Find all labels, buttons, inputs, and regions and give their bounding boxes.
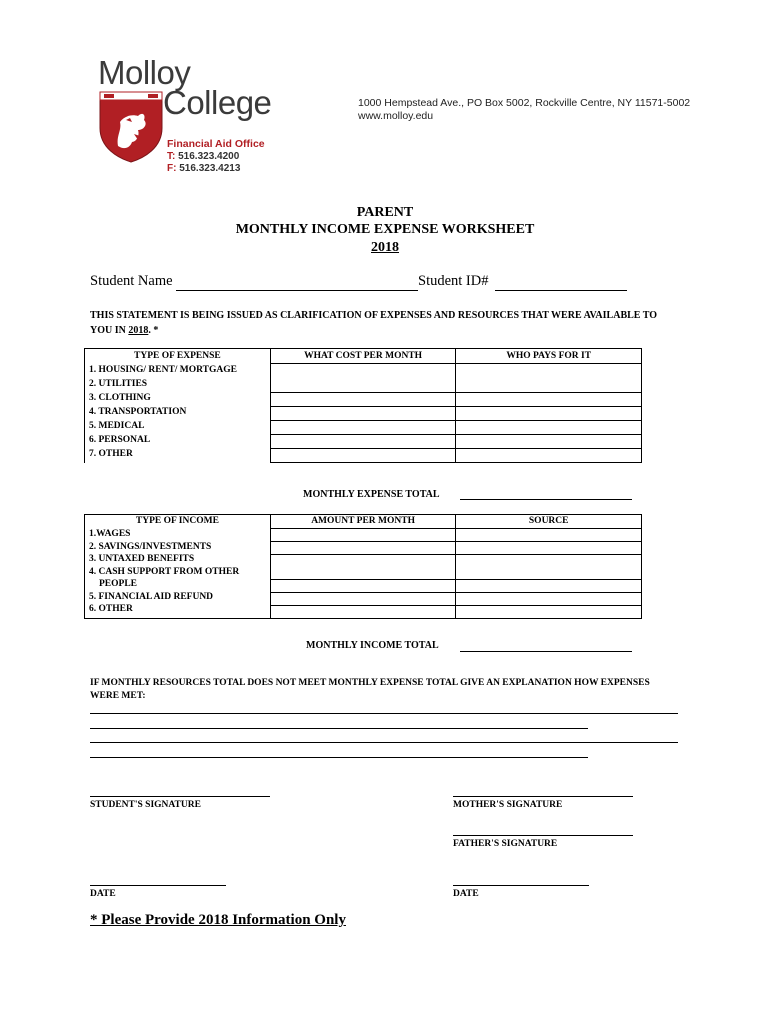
payer-cell[interactable] bbox=[456, 363, 641, 392]
expense-payer-header: WHO PAYS FOR IT bbox=[506, 351, 592, 361]
phone-number: 516.323.4200 bbox=[178, 151, 240, 162]
income-row-aid-refund: 5. FINANCIAL AID REFUND bbox=[89, 591, 214, 602]
income-row-other: 6. OTHER bbox=[89, 604, 133, 614]
mother-signature-line[interactable] bbox=[453, 796, 633, 797]
student-signature-line[interactable] bbox=[90, 796, 270, 797]
source-cell[interactable] bbox=[456, 554, 641, 579]
source-cell[interactable] bbox=[456, 592, 641, 605]
expense-cost-header: WHAT COST PER MONTH bbox=[304, 351, 423, 361]
expense-total-field[interactable] bbox=[460, 485, 632, 500]
explanation-line[interactable] bbox=[90, 742, 678, 743]
amount-cell[interactable] bbox=[271, 541, 456, 554]
explanation-prompt: IF MONTHLY RESOURCES TOTAL DOES NOT MEET MONTHLY EXPENSE TOTAL GIVE AN EXPLANATION HOW EXPENSES WERE MET: bbox=[90, 678, 650, 701]
date-label-left: DATE bbox=[90, 889, 116, 899]
college-crest-icon bbox=[98, 90, 164, 164]
payer-cell[interactable] bbox=[456, 392, 641, 406]
fax-number: 516.323.4213 bbox=[179, 163, 241, 174]
date-line-right[interactable] bbox=[453, 885, 589, 886]
income-table bbox=[84, 514, 642, 619]
date-line-left[interactable] bbox=[90, 885, 226, 886]
income-table-row bbox=[85, 515, 642, 619]
source-cell[interactable] bbox=[456, 605, 641, 618]
office-fax bbox=[167, 163, 240, 174]
income-type-column bbox=[85, 515, 271, 619]
payer-cell[interactable] bbox=[456, 406, 641, 420]
cost-cell[interactable] bbox=[271, 392, 456, 406]
income-source-header: SOURCE bbox=[528, 516, 569, 526]
expense-table-row bbox=[85, 349, 642, 463]
payer-cell[interactable] bbox=[456, 448, 641, 462]
statement-text: THIS STATEMENT IS BEING ISSUED AS CLARIFICATION OF EXPENSES AND RESOURCES THAT WERE AVAILABLE TO YOU IN bbox=[90, 310, 658, 336]
student-name-field[interactable] bbox=[176, 274, 418, 291]
cost-cell[interactable] bbox=[271, 448, 456, 462]
explanation-line[interactable] bbox=[90, 728, 588, 729]
clarification-statement bbox=[90, 308, 670, 338]
father-signature-line[interactable] bbox=[453, 835, 633, 836]
statement-year: 2018 bbox=[128, 325, 149, 336]
expense-row-transportation: 4. TRANSPORTATION bbox=[89, 407, 187, 417]
income-row-untaxed: 3. UNTAXED BENEFITS bbox=[89, 554, 195, 564]
income-row-cash-support-cont: PEOPLE bbox=[99, 579, 138, 589]
income-row-wages: 1.WAGES bbox=[89, 529, 131, 539]
office-phone bbox=[167, 151, 239, 162]
payer-cell[interactable] bbox=[456, 420, 641, 434]
expense-payer-column[interactable] bbox=[456, 349, 642, 463]
explanation-line[interactable] bbox=[90, 757, 588, 758]
income-row-cash-support: 4. CASH SUPPORT FROM OTHER bbox=[89, 566, 240, 577]
expense-row-utilities: 2. UTILITIES bbox=[89, 379, 148, 389]
student-id-field[interactable] bbox=[495, 274, 627, 291]
mother-signature-label: MOTHER'S SIGNATURE bbox=[453, 800, 563, 810]
amount-cell[interactable] bbox=[271, 592, 456, 605]
income-source-column[interactable] bbox=[456, 515, 642, 619]
amount-cell[interactable] bbox=[271, 579, 456, 592]
student-name-label: Student Name bbox=[90, 273, 173, 289]
fax-prefix: F: bbox=[167, 163, 177, 174]
form-title-main: MONTHLY INCOME EXPENSE WORKSHEET bbox=[235, 222, 535, 237]
income-amount-column[interactable] bbox=[270, 515, 456, 619]
payer-cell[interactable] bbox=[456, 434, 641, 448]
expense-row-personal: 6. PERSONAL bbox=[89, 435, 151, 445]
form-title-year: 2018 bbox=[371, 240, 399, 255]
student-id-label: Student ID# bbox=[418, 273, 489, 289]
income-row-savings: 2. SAVINGS/INVESTMENTS bbox=[89, 541, 212, 552]
statement-suffix: . * bbox=[148, 325, 159, 336]
expense-row-medical: 5. MEDICAL bbox=[89, 421, 145, 431]
footnote: * Please Provide 2018 Information Only bbox=[90, 912, 346, 928]
cost-cell[interactable] bbox=[271, 434, 456, 448]
office-name: Financial Aid Office bbox=[167, 138, 265, 150]
logo-wordmark-molloy: Molloy bbox=[98, 54, 191, 91]
income-type-header: TYPE OF INCOME bbox=[135, 516, 219, 526]
amount-cell[interactable] bbox=[271, 528, 456, 541]
cost-cell[interactable] bbox=[271, 406, 456, 420]
income-total-field[interactable] bbox=[460, 637, 632, 652]
logo-wordmark-college: College bbox=[163, 84, 272, 121]
college-website: www.molloy.edu bbox=[358, 110, 434, 122]
expense-cost-column[interactable] bbox=[270, 349, 456, 463]
expense-total-label: MONTHLY EXPENSE TOTAL bbox=[303, 489, 440, 500]
student-signature-label: STUDENT'S SIGNATURE bbox=[90, 800, 201, 810]
income-amount-header: AMOUNT PER MONTH bbox=[311, 516, 415, 526]
expense-type-header: TYPE OF EXPENSE bbox=[134, 351, 221, 361]
explanation-line[interactable] bbox=[90, 713, 678, 714]
amount-cell[interactable] bbox=[271, 605, 456, 618]
expense-row-other: 7. OTHER bbox=[89, 449, 133, 459]
source-cell[interactable] bbox=[456, 541, 641, 554]
college-address: 1000 Hempstead Ave., PO Box 5002, Rockville Centre, NY 11571-5002 bbox=[358, 97, 691, 109]
form-title-parent: PARENT bbox=[356, 205, 414, 220]
expense-row-clothing: 3. CLOTHING bbox=[89, 393, 151, 403]
expense-type-column bbox=[85, 349, 271, 463]
source-cell[interactable] bbox=[456, 579, 641, 592]
expense-table bbox=[84, 348, 642, 463]
phone-prefix: T: bbox=[167, 151, 176, 162]
father-signature-label: FATHER'S SIGNATURE bbox=[453, 839, 558, 849]
date-label-right: DATE bbox=[453, 889, 479, 899]
cost-cell[interactable] bbox=[271, 420, 456, 434]
income-total-label: MONTHLY INCOME TOTAL bbox=[306, 640, 439, 651]
cost-cell[interactable] bbox=[271, 363, 456, 392]
expense-row-housing: 1. HOUSING/ RENT/ MORTGAGE bbox=[89, 365, 237, 375]
amount-cell[interactable] bbox=[271, 554, 456, 579]
source-cell[interactable] bbox=[456, 528, 641, 541]
